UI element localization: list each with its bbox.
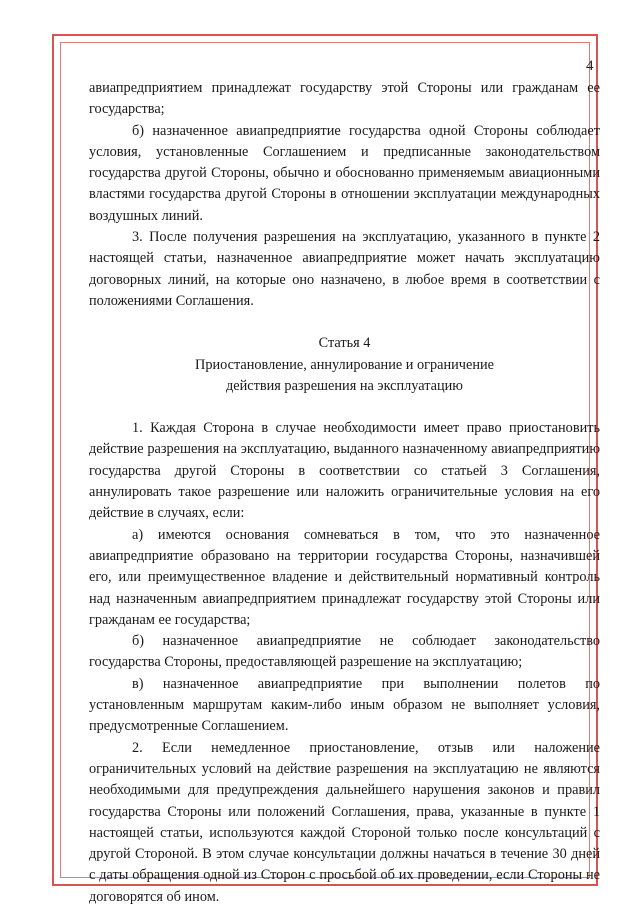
paragraph: 3. После получения разрешения на эксплуатацию, указанного в пункте 2 настоящей статьи, назначенное авиапредприятие может начать эксплуатацию договорных линий, на которые оно назначено, в любое время в соответствии с положениями Соглашения. xyxy=(89,229,600,309)
article-number: Статья 4 xyxy=(318,335,371,352)
article-title-line1: Приостановление, аннулирование и ограничение xyxy=(195,356,494,373)
paragraph: 1. Каждая Сторона в случае необходимости имеет право приостановить действие разрешения на эксплуатацию, выданного назначенному авиапредприятию государства другой Стороны в соответствии со статьей 3 Соглашения, аннулировать такое разрешение или наложить ограничительные условия на его действие в случаях, если: xyxy=(89,420,600,522)
paragraph: в) назначенное авиапредприятие при выполнении полетов по установленным маршрутам каким-либо иным образом не выполняет условия, предусмотренные Соглашением. xyxy=(89,675,600,735)
paragraph: авиапредприятием принадлежат государству этой Стороны или гражданам ее государства; xyxy=(89,80,600,118)
page-number: 4 xyxy=(586,58,594,74)
article-title-line2: действия разрешения на эксплуатацию xyxy=(226,377,463,394)
document-body xyxy=(89,78,600,908)
paragraph: б) назначенное авиапредприятие государства одной Стороны соблюдает условия, установленные Соглашением и предписанные законодательством государства другой Стороны, обычно и обоснованно применяемым авиационными властями государства другой Стороны в отношении эксплуатации международных воздушных линий. xyxy=(89,122,600,224)
paragraph: а) имеются основания сомневаться в том, что это назначенное авиапредприятие образовано на территории государства Стороны, назначившей его, или преимущественное владение и действительный нормативный контроль над назначенным авиапредприятием принадлежат государству этой Стороны или гражданам ее государства; xyxy=(89,526,600,628)
paragraph: б) назначенное авиапредприятие не соблюдает законодательство государства Стороны, предоставляющей разрешение на эксплуатацию; xyxy=(89,633,600,671)
paragraph: 2. Если немедленное приостановление, отзыв или наложение ограничительных условий на действие разрешения на эксплуатацию не являются необходимыми для предупреждения дальнейшего нарушения законов и правил государства Стороны или положений Соглашения, права, указанные в пункте 1 настоящей статьи, используются каждой Стороной только после консультаций с другой Стороной. В этом случае консультации должны начаться в течение 30 дней с даты обращения одной из Сторон с просьбой об их проведении, если Стороны не договорятся об ином. xyxy=(89,739,600,905)
